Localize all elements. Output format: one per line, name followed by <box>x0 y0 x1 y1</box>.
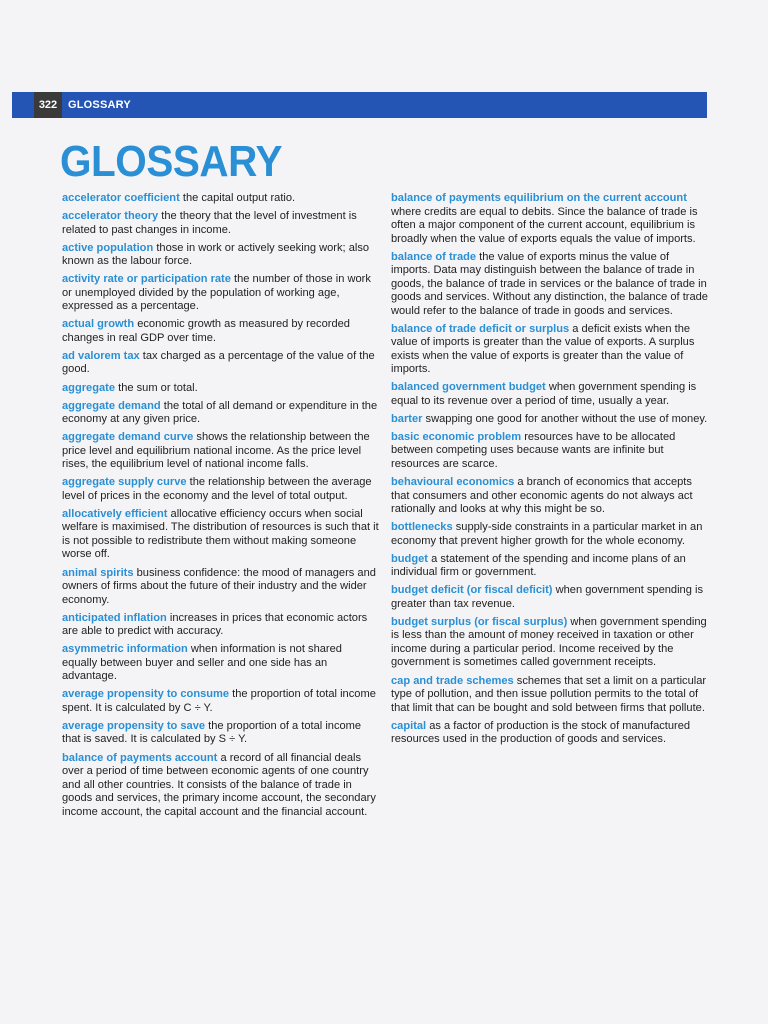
glossary-definition: business confidence: the mood of managers and owners of firms about the future of their industry and the wider economy. <box>62 566 376 606</box>
glossary-term: asymmetric information <box>62 643 188 656</box>
glossary-definition: a record of all financial deals over a period of time between economic agents of one country and all other countries. It consists of the balance of trade in goods and services, the primary income account, the secondary income account, the capital account and the financial account. <box>62 751 376 818</box>
glossary-entry <box>62 476 380 503</box>
glossary-definition: a branch of economics that accepts that consumers and other economic agents do not always act rationally and looks at why this might be so. <box>391 476 693 516</box>
glossary-column-right <box>391 192 709 751</box>
glossary-entry <box>391 192 709 246</box>
glossary-definition: a statement of the spending and income plans of an individual firm or government. <box>391 552 686 579</box>
glossary-term: accelerator theory <box>62 210 159 223</box>
glossary-term: accelerator coefficient <box>62 192 180 204</box>
glossary-term: animal spirits <box>62 566 134 579</box>
glossary-term: balance of payments account <box>62 751 218 764</box>
glossary-entry <box>62 400 380 427</box>
glossary-entry <box>391 251 709 319</box>
glossary-term: behavioural economics <box>391 476 515 489</box>
glossary-definition: tax charged as a percentage of the value of the good. <box>62 349 375 376</box>
glossary-definition: the value of exports minus the value of imports. Data may distinguish between the balance of trade in goods, the balance of trade in services or the balance of trade in goods and services. Without any distinction, the balance of trade would refer to the balance of trade in goods and services. <box>391 250 708 317</box>
glossary-definition: allocative efficiency occurs when social welfare is maximised. The distribution of resources is such that it is not possible to redistribute them without making someone worse off. <box>62 507 379 561</box>
glossary-entry <box>62 508 380 562</box>
glossary-term: balanced government budget <box>391 381 546 394</box>
glossary-term: average propensity to consume <box>62 688 230 701</box>
glossary-term: anticipated inflation <box>62 611 167 624</box>
glossary-entry <box>391 720 709 747</box>
glossary-term: barter <box>391 412 423 425</box>
glossary-entry <box>62 350 380 377</box>
glossary-entry <box>391 616 709 670</box>
glossary-term: capital <box>391 719 427 732</box>
glossary-term: aggregate supply curve <box>62 476 187 489</box>
glossary-term: ad valorem tax <box>62 349 140 362</box>
page-number: 322 <box>34 92 62 118</box>
glossary-term: aggregate <box>62 381 116 394</box>
glossary-entry <box>391 675 709 716</box>
glossary-entry <box>62 242 380 269</box>
glossary-term: balance of trade deficit or surplus <box>391 322 570 335</box>
glossary-definition: the sum or total. <box>118 381 198 394</box>
glossary-definition: the proportion of total income spent. It is calculated by C ÷ Y. <box>62 688 376 714</box>
glossary-entry <box>391 431 709 472</box>
glossary-definition: schemes that set a limit on a particular type of pollution, and then issue pollution permits to the total of that limit that can be bought and sold between firms that pollute. <box>391 674 707 714</box>
glossary-term: allocatively efficient <box>62 507 168 520</box>
glossary-entry <box>62 273 380 314</box>
glossary-term: budget <box>391 552 428 565</box>
glossary-definition: when government spending is less than the amount of money received in taxation or other income during a particular period. Income received by the government is sometimes called government receipts. <box>391 615 707 669</box>
glossary-entry <box>62 720 380 747</box>
glossary-definition: when government spending is equal to its revenue over a period of time, usually a year. <box>391 381 697 407</box>
glossary-definition: supply-side constraints in a particular market in an economy that prevent higher growth for the whole economy. <box>391 521 703 547</box>
glossary-entry <box>391 413 709 427</box>
glossary-definition: shows the relationship between the price level and equilibrium national income. As the price level rises, the equilibrium level of national income falls. <box>62 431 370 471</box>
glossary-definition: increases in prices that economic actors are able to predict with accuracy. <box>62 611 368 638</box>
glossary-entry <box>62 752 380 820</box>
glossary-definition: the capital output ratio. <box>182 192 296 204</box>
glossary-definition: the theory that the level of investment is related to past changes in income. <box>62 210 357 236</box>
glossary-term: cap and trade schemes <box>391 674 514 687</box>
glossary-term: balance of payments equilibrium on the current account <box>391 192 687 204</box>
glossary-term: budget surplus (or fiscal surplus) <box>391 615 568 628</box>
glossary-definition: the number of those in work or unemployed divided by the population of working age, expressed as a percentage. <box>62 273 371 313</box>
glossary-definition: swapping one good for another without the use of money. <box>425 412 708 425</box>
glossary-term: balance of trade <box>391 250 477 263</box>
glossary-definition: the proportion of a total income that is saved. It is calculated by S ÷ Y. <box>62 719 362 746</box>
glossary-definition: a deficit exists when the value of imports is greater than the value of exports. A surplus exists when the value of exports is greater than the value of imports. <box>391 322 695 376</box>
glossary-entry <box>391 521 709 548</box>
glossary-entry <box>62 318 380 345</box>
glossary-entry <box>62 567 380 608</box>
glossary-entry <box>62 688 380 715</box>
glossary-column-left <box>62 192 380 824</box>
glossary-entry <box>391 381 709 408</box>
glossary-term: activity rate or participation rate <box>62 273 231 286</box>
glossary-entry <box>62 431 380 472</box>
glossary-entry <box>62 192 380 206</box>
section-label: GLOSSARY <box>68 99 131 111</box>
glossary-entry <box>391 323 709 377</box>
glossary-term: actual growth <box>62 318 135 331</box>
glossary-definition: those in work or actively seeking work; also known as the labour force. <box>62 241 370 268</box>
glossary-definition: when government spending is greater than tax revenue. <box>391 584 703 610</box>
glossary-term: average propensity to save <box>62 719 206 732</box>
glossary-entry <box>62 643 380 684</box>
glossary-entry <box>62 210 380 237</box>
glossary-entry <box>62 612 380 639</box>
glossary-term: aggregate demand <box>62 399 161 412</box>
glossary-term: active population <box>62 241 154 254</box>
glossary-definition: where credits are equal to debits. Since the balance of trade is often a major component of the current account, equilibrium is broadly when the value of exports equals the value of imports. <box>391 205 698 245</box>
page-title: GLOSSARY <box>60 137 282 186</box>
glossary-entry <box>391 553 709 580</box>
glossary-term: basic economic problem <box>391 430 522 443</box>
glossary-term: aggregate demand curve <box>62 431 194 444</box>
glossary-entry <box>391 476 709 517</box>
glossary-definition: resources have to be allocated between competing uses because wants are infinite but resources are scarce. <box>391 430 676 470</box>
glossary-term: budget deficit (or fiscal deficit) <box>391 584 553 597</box>
glossary-entry <box>391 584 709 611</box>
glossary-definition: when information is not shared equally between buyer and seller and one side has an advantage. <box>62 643 342 683</box>
glossary-definition: economic growth as measured by recorded changes in real GDP over time. <box>62 318 350 344</box>
glossary-entry <box>62 382 380 396</box>
glossary-definition: as a factor of production is the stock of manufactured resources used in the production of goods and services. <box>391 719 691 746</box>
glossary-definition: the relationship between the average level of prices in the economy and the level of total output. <box>62 476 372 502</box>
glossary-term: bottlenecks <box>391 521 453 534</box>
glossary-definition: the total of all demand or expenditure in the economy at any given price. <box>62 399 378 426</box>
